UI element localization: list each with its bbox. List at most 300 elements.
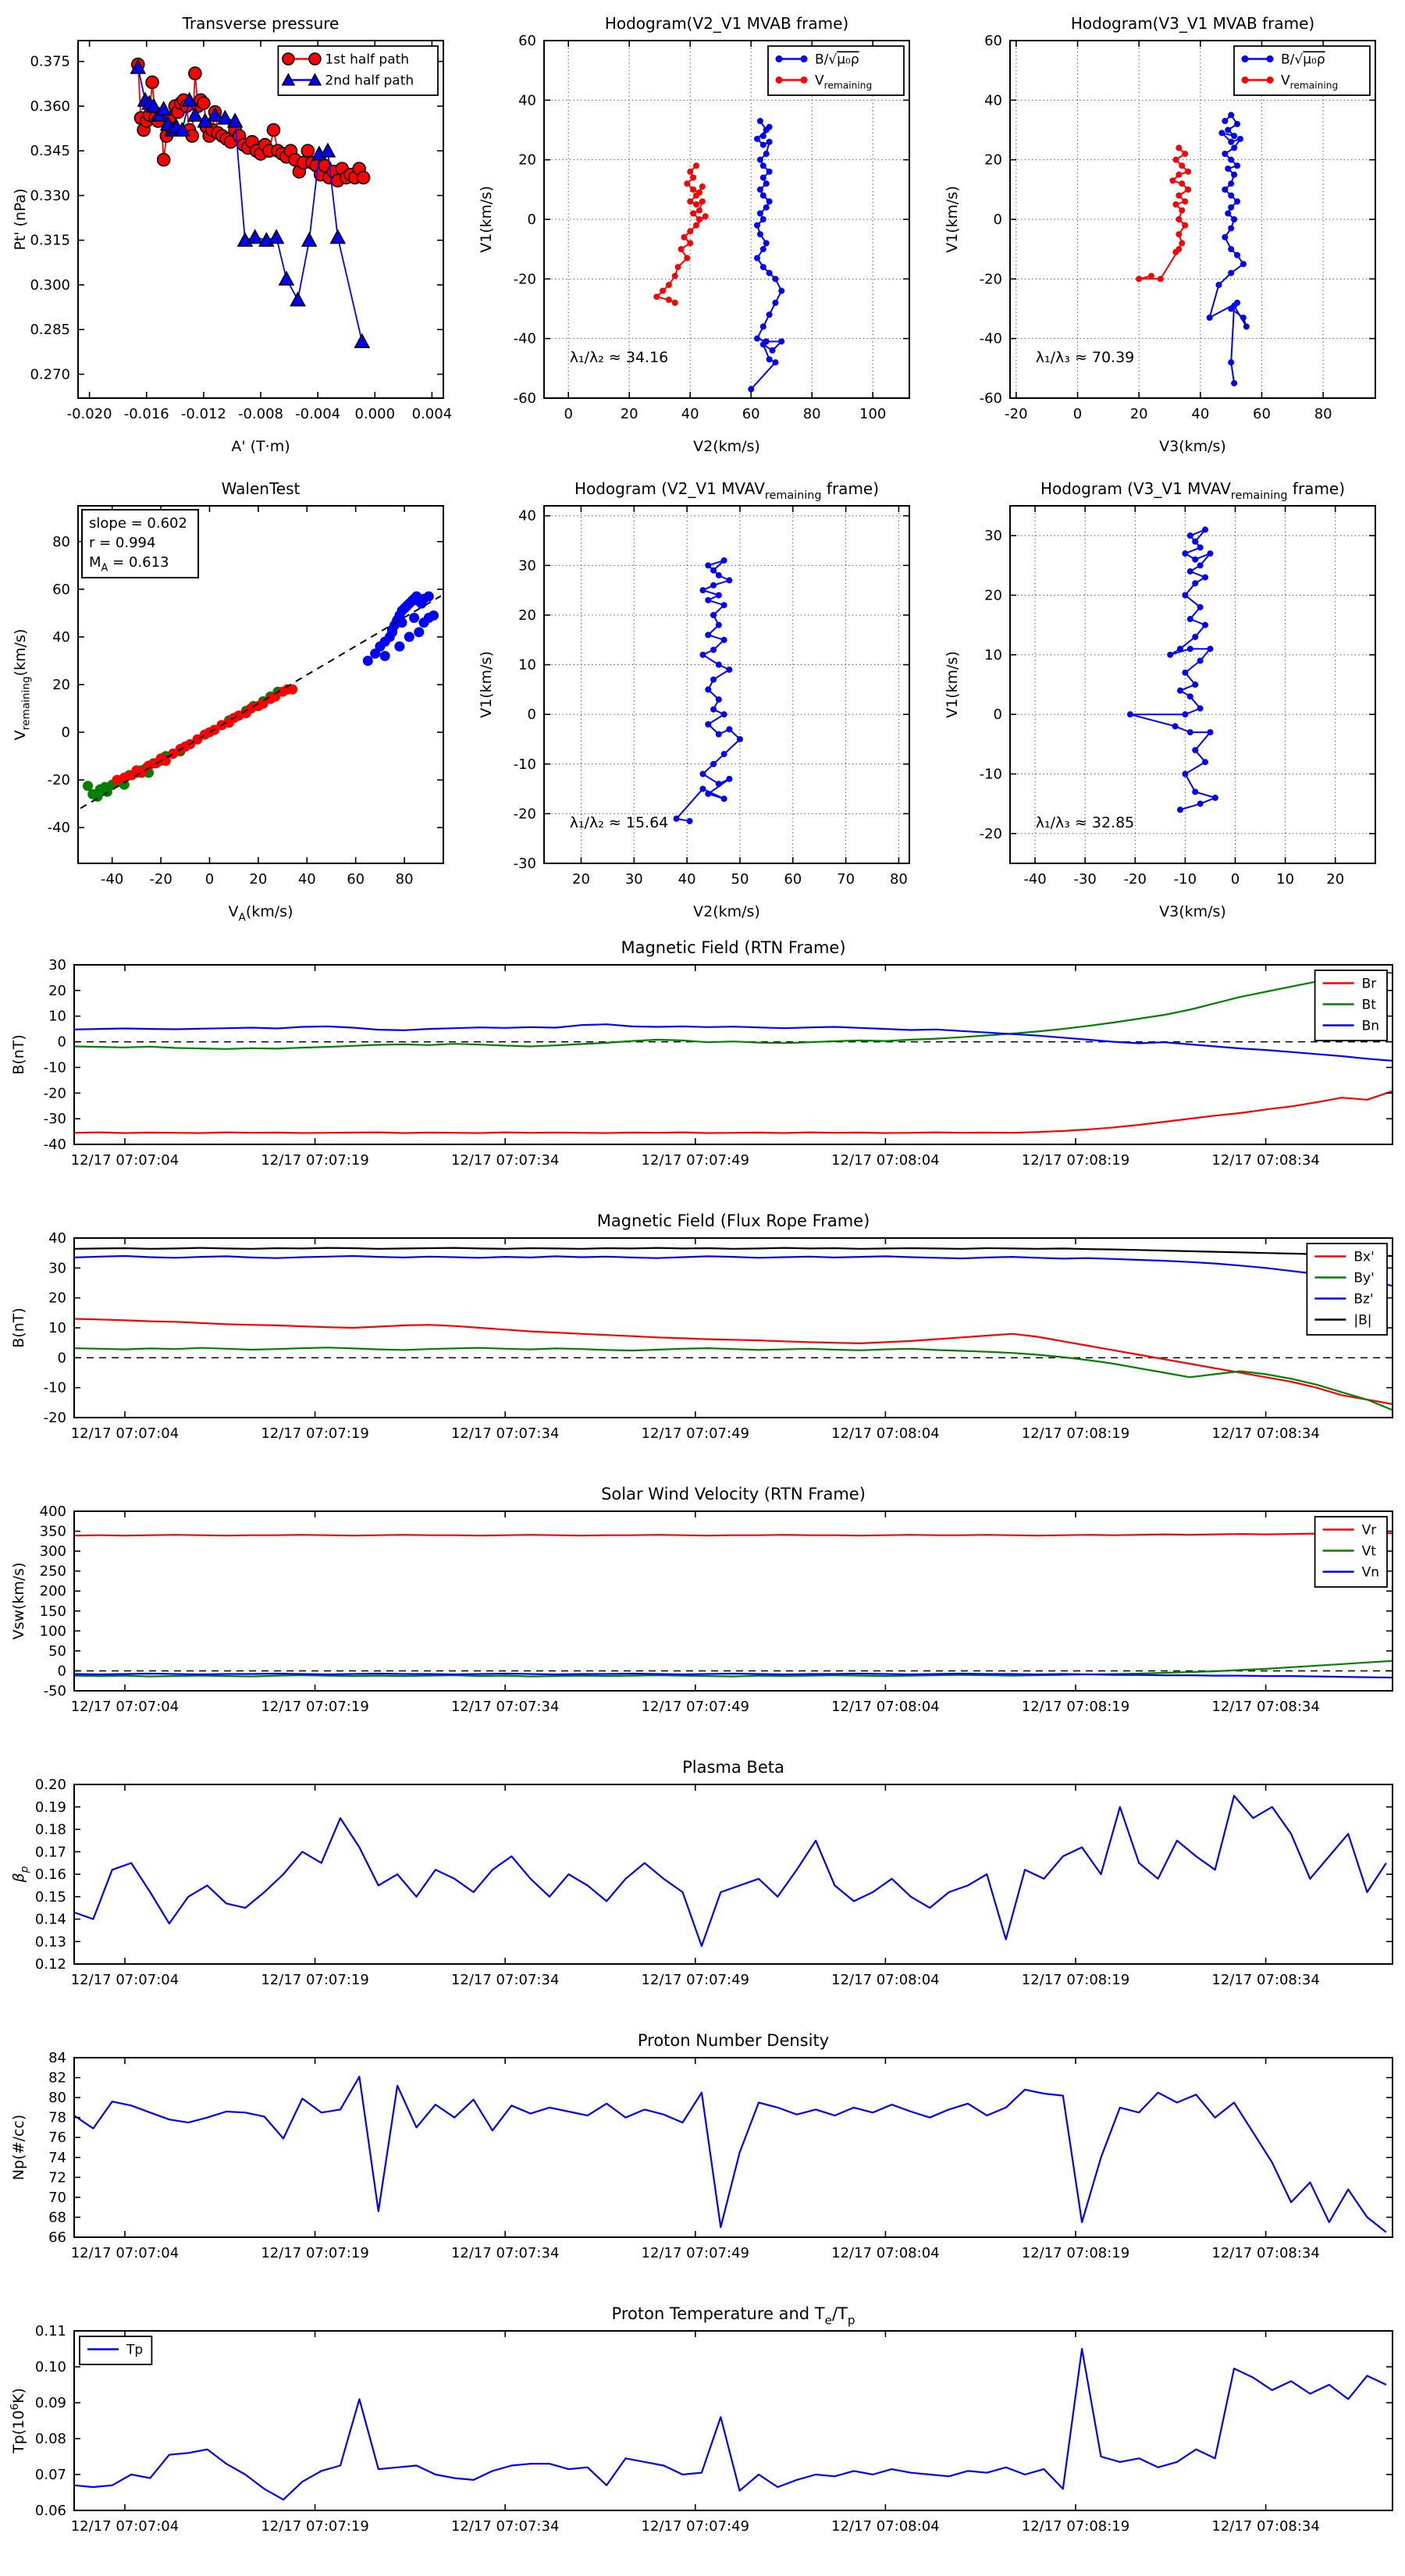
svg-text:12/17 07:08:04: 12/17 07:08:04 (831, 2245, 940, 2261)
svg-text:30: 30 (518, 557, 536, 575)
series-vr (74, 1533, 1393, 1535)
chart-hodogram-v2v1-mvav (475, 470, 922, 929)
svg-text:0: 0 (527, 212, 536, 228)
svg-text:20: 20 (620, 406, 638, 422)
svg-text:-0.016: -0.016 (123, 406, 169, 422)
svg-text:0: 0 (1230, 871, 1240, 888)
svg-text:20: 20 (1129, 406, 1148, 422)
axis-ticks (74, 2331, 1393, 2510)
chart-proton-density (0, 2028, 1405, 2300)
legend-box (768, 46, 904, 95)
chart-title: Transverse pressure (182, 14, 340, 33)
svg-text:Bx': Bx' (1353, 1249, 1375, 1265)
x-tick-labels (71, 1972, 1320, 1988)
svg-text:0.13: 0.13 (34, 1934, 66, 1951)
chart-title: Solar Wind Velocity (RTN Frame) (601, 1485, 866, 1503)
svg-text:20: 20 (1326, 871, 1345, 888)
svg-text:12/17 07:07:19: 12/17 07:07:19 (261, 1425, 369, 1442)
series-second-half-points (112, 685, 297, 785)
chart-title: Hodogram(V3_V1 MVAB frame) (1070, 14, 1315, 33)
svg-text:30: 30 (48, 1260, 66, 1277)
svg-text:40: 40 (518, 507, 536, 525)
y-tick-labels (44, 957, 66, 1153)
svg-text:10: 10 (518, 656, 536, 674)
svg-text:12/17 07:07:49: 12/17 07:07:49 (641, 1699, 749, 1715)
svg-text:-10: -10 (1173, 871, 1197, 888)
y-axis-label: $V_{remaining}(km/s)$ (12, 628, 33, 741)
axis-ticks (74, 2058, 1393, 2237)
svg-text:12/17 07:07:34: 12/17 07:07:34 (450, 2518, 560, 2535)
svg-text:B/√μ₀ρ: B/√μ₀ρ (815, 52, 859, 68)
series-br (74, 1091, 1393, 1133)
y-tick-labels (35, 2323, 66, 2519)
axis-ticks (74, 1238, 1393, 1418)
y-axis-label: $Tp(10^6K)$ (8, 2388, 27, 2453)
svg-text:10: 10 (48, 1008, 66, 1025)
y-tick-labels (44, 1230, 66, 1426)
svg-text:76: 76 (48, 2129, 66, 2147)
series--b- (74, 1248, 1393, 1256)
chart-title: Hodogram(V2_V1 MVAB frame) (604, 14, 849, 33)
y-axis-label: V1(km/s) (478, 186, 495, 253)
stats-line: $M_A = 0.613$ (89, 554, 169, 575)
svg-text:0.11: 0.11 (34, 2323, 66, 2339)
axes-frame (74, 1511, 1393, 1691)
svg-text:70: 70 (837, 871, 855, 888)
annotation: λ₁/λ₂ ≈ 34.16 (569, 349, 669, 367)
x-tick-labels (101, 871, 414, 888)
stats-line: r = 0.994 (89, 535, 156, 552)
svg-text:12/17 07:08:04: 12/17 07:08:04 (831, 1972, 940, 1988)
x-tick-labels (71, 1152, 1320, 1169)
y-axis-label: V1(km/s) (944, 651, 961, 718)
svg-text:12/17 07:07:49: 12/17 07:07:49 (641, 1972, 749, 1988)
svg-text:12/17 07:07:49: 12/17 07:07:49 (641, 1152, 749, 1169)
svg-text:12/17 07:07:34: 12/17 07:07:34 (450, 2245, 560, 2261)
svg-text:12/17 07:08:34: 12/17 07:08:34 (1211, 2518, 1320, 2535)
svg-text:-60: -60 (513, 390, 536, 407)
svg-text:80: 80 (395, 871, 414, 888)
svg-text:60: 60 (347, 871, 365, 888)
svg-text:0.16: 0.16 (34, 1866, 66, 1883)
svg-text:0.300: 0.300 (30, 276, 70, 294)
legend-box (1315, 1517, 1387, 1587)
svg-text:80: 80 (889, 871, 908, 888)
series-b-path (1127, 527, 1218, 813)
svg-text:0.10: 0.10 (34, 2359, 66, 2375)
svg-text:40: 40 (52, 628, 70, 646)
svg-text:12/17 07:08:19: 12/17 07:08:19 (1021, 1972, 1130, 1988)
svg-text:20: 20 (52, 677, 70, 693)
svg-text:80: 80 (802, 406, 821, 422)
series-by- (74, 1347, 1393, 1410)
svg-text:12/17 07:07:19: 12/17 07:07:19 (261, 2518, 369, 2535)
svg-text:-20: -20 (513, 806, 536, 823)
x-tick-labels (71, 1699, 1320, 1715)
stats-line: slope = 0.602 (89, 515, 187, 532)
svg-text:0.06: 0.06 (34, 2503, 66, 2519)
svg-text:0.345: 0.345 (30, 143, 70, 160)
svg-text:0: 0 (205, 871, 215, 888)
x-tick-labels (67, 406, 453, 422)
x-tick-labels (1005, 406, 1332, 422)
svg-text:250: 250 (39, 1563, 66, 1580)
svg-text:0.285: 0.285 (30, 322, 70, 339)
chart-title: Plasma Beta (682, 1758, 784, 1777)
svg-text:40: 40 (297, 871, 316, 888)
svg-text:30: 30 (624, 871, 643, 888)
series-bz- (74, 1256, 1393, 1286)
annotation: λ₁/λ₃ ≈ 70.39 (1035, 349, 1135, 367)
svg-text:-10: -10 (513, 756, 536, 773)
axes-frame (74, 2331, 1393, 2510)
svg-text:0.17: 0.17 (34, 1844, 66, 1861)
chart-title: Hodogram (V2_V1 $MVAV_{remaining}$ frame) (574, 479, 880, 502)
svg-text:20: 20 (518, 151, 536, 169)
svg-text:0: 0 (57, 1034, 66, 1051)
series-bt (74, 971, 1393, 1049)
svg-text:0: 0 (61, 724, 70, 742)
svg-text:12/17 07:08:34: 12/17 07:08:34 (1211, 2245, 1320, 2261)
legend-box (1307, 1244, 1387, 1335)
svg-text:12/17 07:07:19: 12/17 07:07:19 (261, 1152, 369, 1169)
svg-text:82: 82 (48, 2069, 66, 2087)
svg-text:0.270: 0.270 (30, 366, 70, 383)
svg-text:-30: -30 (1073, 871, 1097, 888)
svg-text:-40: -40 (979, 330, 1002, 347)
svg-text:|B|: |B| (1353, 1312, 1372, 1329)
svg-text:12/17 07:08:19: 12/17 07:08:19 (1021, 2518, 1130, 2535)
svg-text:60: 60 (784, 871, 802, 888)
svg-text:12/17 07:07:49: 12/17 07:07:49 (641, 1425, 749, 1442)
svg-text:12/17 07:08:04: 12/17 07:08:04 (831, 2518, 940, 2535)
x-tick-labels (572, 871, 908, 888)
svg-text:0.09: 0.09 (34, 2395, 66, 2411)
axis-ticks (74, 1784, 1393, 1964)
y-tick-labels (980, 528, 1002, 842)
svg-text:20: 20 (249, 871, 268, 888)
svg-text:150: 150 (39, 1603, 66, 1620)
y-tick-labels (48, 534, 70, 836)
svg-text:70: 70 (48, 2189, 66, 2206)
svg-text:10: 10 (1276, 871, 1295, 888)
axes-frame (74, 1238, 1393, 1418)
y-axis-label: B(nT) (10, 1308, 27, 1348)
svg-text:-20: -20 (47, 772, 70, 789)
y-axis-label: $\beta_p$ (10, 1866, 31, 1883)
axes-frame (74, 2058, 1393, 2237)
svg-text:2nd half path: 2nd half path (325, 73, 414, 89)
svg-text:-50: -50 (43, 1683, 66, 1699)
svg-text:12/17 07:08:34: 12/17 07:08:34 (1211, 1699, 1320, 1715)
svg-text:-20: -20 (43, 1085, 66, 1102)
svg-text:-0.012: -0.012 (180, 406, 226, 422)
svg-text:20: 20 (48, 982, 66, 999)
y-axis-label: V1(km/s) (944, 186, 961, 253)
svg-text:60: 60 (984, 33, 1002, 49)
svg-text:40: 40 (678, 871, 696, 888)
svg-text:78: 78 (48, 2109, 66, 2126)
svg-text:84: 84 (48, 2050, 66, 2066)
svg-text:40: 40 (681, 406, 699, 422)
svg-text:20: 20 (48, 1290, 66, 1307)
chart-hodogram-v2v1-mvab (475, 5, 922, 464)
y-axis-label: B(nT) (10, 1034, 27, 1075)
svg-text:-0.020: -0.020 (66, 406, 112, 422)
svg-text:-20: -20 (1123, 871, 1147, 888)
chart-title: Hodogram (V3_V1 $MVAV_{remaining}$ frame) (1040, 479, 1346, 502)
svg-text:-30: -30 (43, 1111, 66, 1128)
svg-text:12/17 07:08:04: 12/17 07:08:04 (831, 1425, 940, 1442)
chart-title: Proton Number Density (637, 2031, 830, 2050)
svg-text:-40: -40 (513, 330, 536, 347)
svg-text:350: 350 (39, 1523, 66, 1540)
svg-text:40: 40 (48, 1230, 66, 1247)
svg-text:-20: -20 (43, 1410, 66, 1426)
svg-text:0.20: 0.20 (34, 1777, 66, 1793)
chart-title: Magnetic Field (RTN Frame) (621, 938, 846, 957)
svg-text:12/17 07:07:04: 12/17 07:07:04 (70, 1699, 180, 1715)
annotation: λ₁/λ₂ ≈ 15.64 (569, 814, 669, 832)
svg-text:20: 20 (572, 871, 590, 888)
svg-text:20: 20 (984, 587, 1002, 604)
chart-transverse-pressure (9, 5, 456, 464)
svg-text:-10: -10 (43, 1379, 66, 1397)
svg-text:Tp: Tp (126, 2342, 144, 2358)
chart-bfield-rtn (0, 935, 1405, 1207)
svg-text:-20: -20 (979, 825, 1002, 842)
legend-box (1234, 46, 1370, 95)
svg-text:20: 20 (518, 607, 536, 624)
svg-text:Bn: Bn (1361, 1018, 1380, 1034)
svg-text:12/17 07:08:19: 12/17 07:08:19 (1021, 1699, 1130, 1715)
series-b-path (674, 557, 743, 824)
svg-text:0.12: 0.12 (34, 1956, 66, 1973)
svg-text:12/17 07:08:34: 12/17 07:08:34 (1211, 1152, 1320, 1169)
svg-text:Bz': Bz' (1353, 1291, 1374, 1308)
svg-text:1st half path: 1st half path (325, 52, 410, 68)
series-v-remaining-path (653, 162, 708, 306)
svg-text:300: 300 (39, 1543, 66, 1560)
svg-text:12/17 07:07:04: 12/17 07:07:04 (70, 1425, 180, 1442)
svg-text:12/17 07:07:49: 12/17 07:07:49 (641, 2245, 749, 2261)
x-axis-label: V3(km/s) (1159, 438, 1226, 455)
svg-text:-60: -60 (979, 390, 1002, 407)
axes-frame (74, 1784, 1393, 1964)
svg-text:50: 50 (731, 871, 749, 888)
y-axis-label: Np(#/cc) (10, 2114, 27, 2181)
series-2nd-half-path (131, 60, 369, 347)
svg-text:0.360: 0.360 (30, 98, 70, 115)
chart-hodogram-v3v1-mvav (941, 470, 1388, 929)
svg-text:10: 10 (984, 646, 1002, 664)
svg-text:12/17 07:07:34: 12/17 07:07:34 (450, 1972, 560, 1988)
svg-text:12/17 07:08:19: 12/17 07:08:19 (1021, 1152, 1130, 1169)
series-v-remaining-path (1136, 144, 1191, 282)
svg-text:0.15: 0.15 (34, 1888, 66, 1905)
svg-text:80: 80 (52, 533, 70, 550)
x-axis-label: $V_A(km/s)$ (228, 903, 293, 924)
svg-text:12/17 07:08:04: 12/17 07:08:04 (831, 1699, 940, 1715)
y-axis-label: Pt' (nPa) (12, 188, 29, 251)
svg-text:40: 40 (518, 92, 536, 109)
svg-text:66: 66 (48, 2229, 66, 2246)
svg-text:0: 0 (993, 212, 1002, 228)
series-np (74, 2076, 1386, 2232)
svg-text:12/17 07:07:19: 12/17 07:07:19 (261, 1699, 369, 1715)
svg-text:0.004: 0.004 (411, 406, 453, 422)
svg-text:12/17 07:08:34: 12/17 07:08:34 (1211, 1425, 1320, 1442)
chart-title: WalenTest (221, 479, 301, 498)
svg-text:0.18: 0.18 (34, 1821, 66, 1838)
svg-text:12/17 07:07:34: 12/17 07:07:34 (450, 1152, 560, 1169)
series-bx- (74, 1319, 1393, 1404)
svg-text:12/17 07:07:34: 12/17 07:07:34 (450, 1699, 560, 1715)
svg-text:12/17 07:08:19: 12/17 07:08:19 (1021, 1425, 1130, 1442)
svg-text:B/√μ₀ρ: B/√μ₀ρ (1281, 52, 1325, 68)
y-tick-labels (514, 508, 536, 872)
svg-text:50: 50 (48, 1642, 66, 1660)
svg-text:Bt: Bt (1361, 997, 1376, 1013)
axis-ticks (74, 1511, 1393, 1691)
svg-text:12/17 07:08:04: 12/17 07:08:04 (831, 1152, 940, 1169)
svg-text:12/17 07:07:04: 12/17 07:07:04 (70, 1972, 180, 1988)
svg-text:12/17 07:07:04: 12/17 07:07:04 (70, 2518, 180, 2535)
svg-text:Vremaining: $V_{remaining}$ (1281, 73, 1339, 91)
svg-text:Vremaining: $V_{remaining}$ (815, 73, 873, 91)
series-beta (74, 1795, 1386, 1946)
svg-text:-20: -20 (513, 271, 536, 288)
svg-text:0.14: 0.14 (34, 1911, 66, 1928)
legend-box (80, 2336, 151, 2364)
svg-text:-20: -20 (979, 271, 1002, 288)
series-b-path (748, 118, 784, 393)
svg-text:12/17 07:08:19: 12/17 07:08:19 (1021, 2245, 1130, 2261)
chart-hodogram-v3v1-mvab (941, 5, 1388, 464)
svg-text:0: 0 (57, 1663, 66, 1680)
svg-text:12/17 07:07:19: 12/17 07:07:19 (261, 2245, 369, 2261)
svg-text:100: 100 (859, 406, 887, 422)
svg-text:0: 0 (1072, 406, 1083, 422)
x-axis-label: V2(km/s) (693, 438, 760, 455)
chart-plasma-beta (0, 1755, 1405, 2026)
svg-text:0: 0 (993, 706, 1002, 724)
svg-text:68: 68 (48, 2209, 66, 2226)
y-tick-labels (30, 54, 70, 383)
svg-text:0.000: 0.000 (354, 406, 396, 422)
svg-text:12/17 07:07:34: 12/17 07:07:34 (450, 1425, 560, 1442)
series-tp (74, 2349, 1386, 2500)
svg-text:60: 60 (52, 581, 70, 598)
series-outlier-cluster (363, 592, 439, 666)
svg-text:-20: -20 (1005, 406, 1028, 422)
svg-text:-40: -40 (47, 820, 70, 837)
svg-text:0.19: 0.19 (34, 1799, 66, 1816)
svg-text:0.07: 0.07 (34, 2467, 66, 2483)
series-bn (74, 1024, 1393, 1061)
svg-text:30: 30 (984, 528, 1002, 545)
svg-text:200: 200 (39, 1583, 66, 1600)
y-axis-label: V1(km/s) (478, 651, 495, 718)
svg-text:-0.004: -0.004 (295, 406, 341, 422)
svg-text:-0.008: -0.008 (237, 406, 284, 422)
svg-text:-10: -10 (43, 1059, 66, 1076)
svg-text:400: 400 (39, 1503, 66, 1520)
svg-text:100: 100 (39, 1623, 66, 1640)
svg-text:40: 40 (984, 92, 1002, 109)
svg-text:-30: -30 (513, 856, 536, 872)
x-axis-label: V3(km/s) (1159, 903, 1226, 920)
chart-title: Magnetic Field (Flux Rope Frame) (596, 1212, 870, 1230)
y-tick-labels (980, 33, 1002, 407)
x-tick-labels (71, 2245, 1320, 2261)
x-tick-labels (564, 406, 886, 422)
svg-text:72: 72 (48, 2169, 66, 2186)
chart-title: Proton Temperature and $T_e/T_p$ (611, 2304, 855, 2328)
svg-text:12/17 07:07:49: 12/17 07:07:49 (641, 2518, 749, 2535)
svg-text:0.315: 0.315 (30, 232, 70, 249)
svg-text:80: 80 (1314, 406, 1332, 422)
svg-text:Vr: Vr (1361, 1522, 1377, 1539)
svg-text:12/17 07:08:34: 12/17 07:08:34 (1211, 1972, 1320, 1988)
y-tick-labels (48, 2050, 66, 2246)
x-tick-labels (1023, 871, 1344, 888)
svg-text:0: 0 (57, 1350, 66, 1367)
y-tick-labels (35, 1777, 66, 1973)
svg-text:12/17 07:07:04: 12/17 07:07:04 (70, 1152, 180, 1169)
legend-box (278, 46, 438, 95)
svg-text:0.375: 0.375 (30, 53, 70, 70)
svg-text:10: 10 (48, 1320, 66, 1336)
svg-text:-10: -10 (979, 766, 1002, 783)
svg-text:0.330: 0.330 (30, 187, 70, 205)
chart-solar-wind-velocity (0, 1482, 1405, 1753)
chart-proton-temperature (0, 2301, 1405, 2573)
svg-text:0: 0 (527, 706, 536, 724)
svg-text:-40: -40 (1023, 871, 1047, 888)
x-axis-label: V2(km/s) (693, 903, 760, 920)
legend-box (1315, 970, 1387, 1041)
svg-text:Br: Br (1361, 976, 1377, 992)
svg-text:12/17 07:07:04: 12/17 07:07:04 (70, 2245, 180, 2261)
y-axis-label: Vsw(km/s) (10, 1562, 27, 1640)
x-axis-label: A' (T·m) (231, 438, 290, 455)
series-b-path (1207, 112, 1250, 386)
svg-text:-40: -40 (43, 1137, 66, 1153)
chart-bfield-fluxrope (0, 1208, 1405, 1480)
svg-text:Vn: Vn (1361, 1564, 1380, 1581)
y-tick-labels (514, 33, 536, 407)
svg-text:60: 60 (1253, 406, 1271, 422)
svg-text:-20: -20 (149, 871, 173, 888)
chart-walen-test (9, 470, 456, 929)
svg-text:0: 0 (564, 406, 573, 422)
svg-text:20: 20 (984, 151, 1002, 169)
svg-text:30: 30 (48, 957, 66, 973)
svg-text:By': By' (1353, 1270, 1375, 1286)
svg-text:Vt: Vt (1361, 1543, 1376, 1560)
svg-text:40: 40 (1191, 406, 1210, 422)
annotation: λ₁/λ₃ ≈ 32.85 (1035, 814, 1135, 832)
svg-text:74: 74 (48, 2149, 66, 2166)
svg-text:0.08: 0.08 (34, 2431, 66, 2447)
svg-text:-40: -40 (100, 871, 124, 888)
x-tick-labels (71, 2518, 1320, 2535)
x-tick-labels (71, 1425, 1320, 1442)
svg-text:60: 60 (518, 33, 536, 49)
y-tick-labels (40, 1503, 66, 1699)
svg-text:12/17 07:07:19: 12/17 07:07:19 (261, 1972, 369, 1988)
